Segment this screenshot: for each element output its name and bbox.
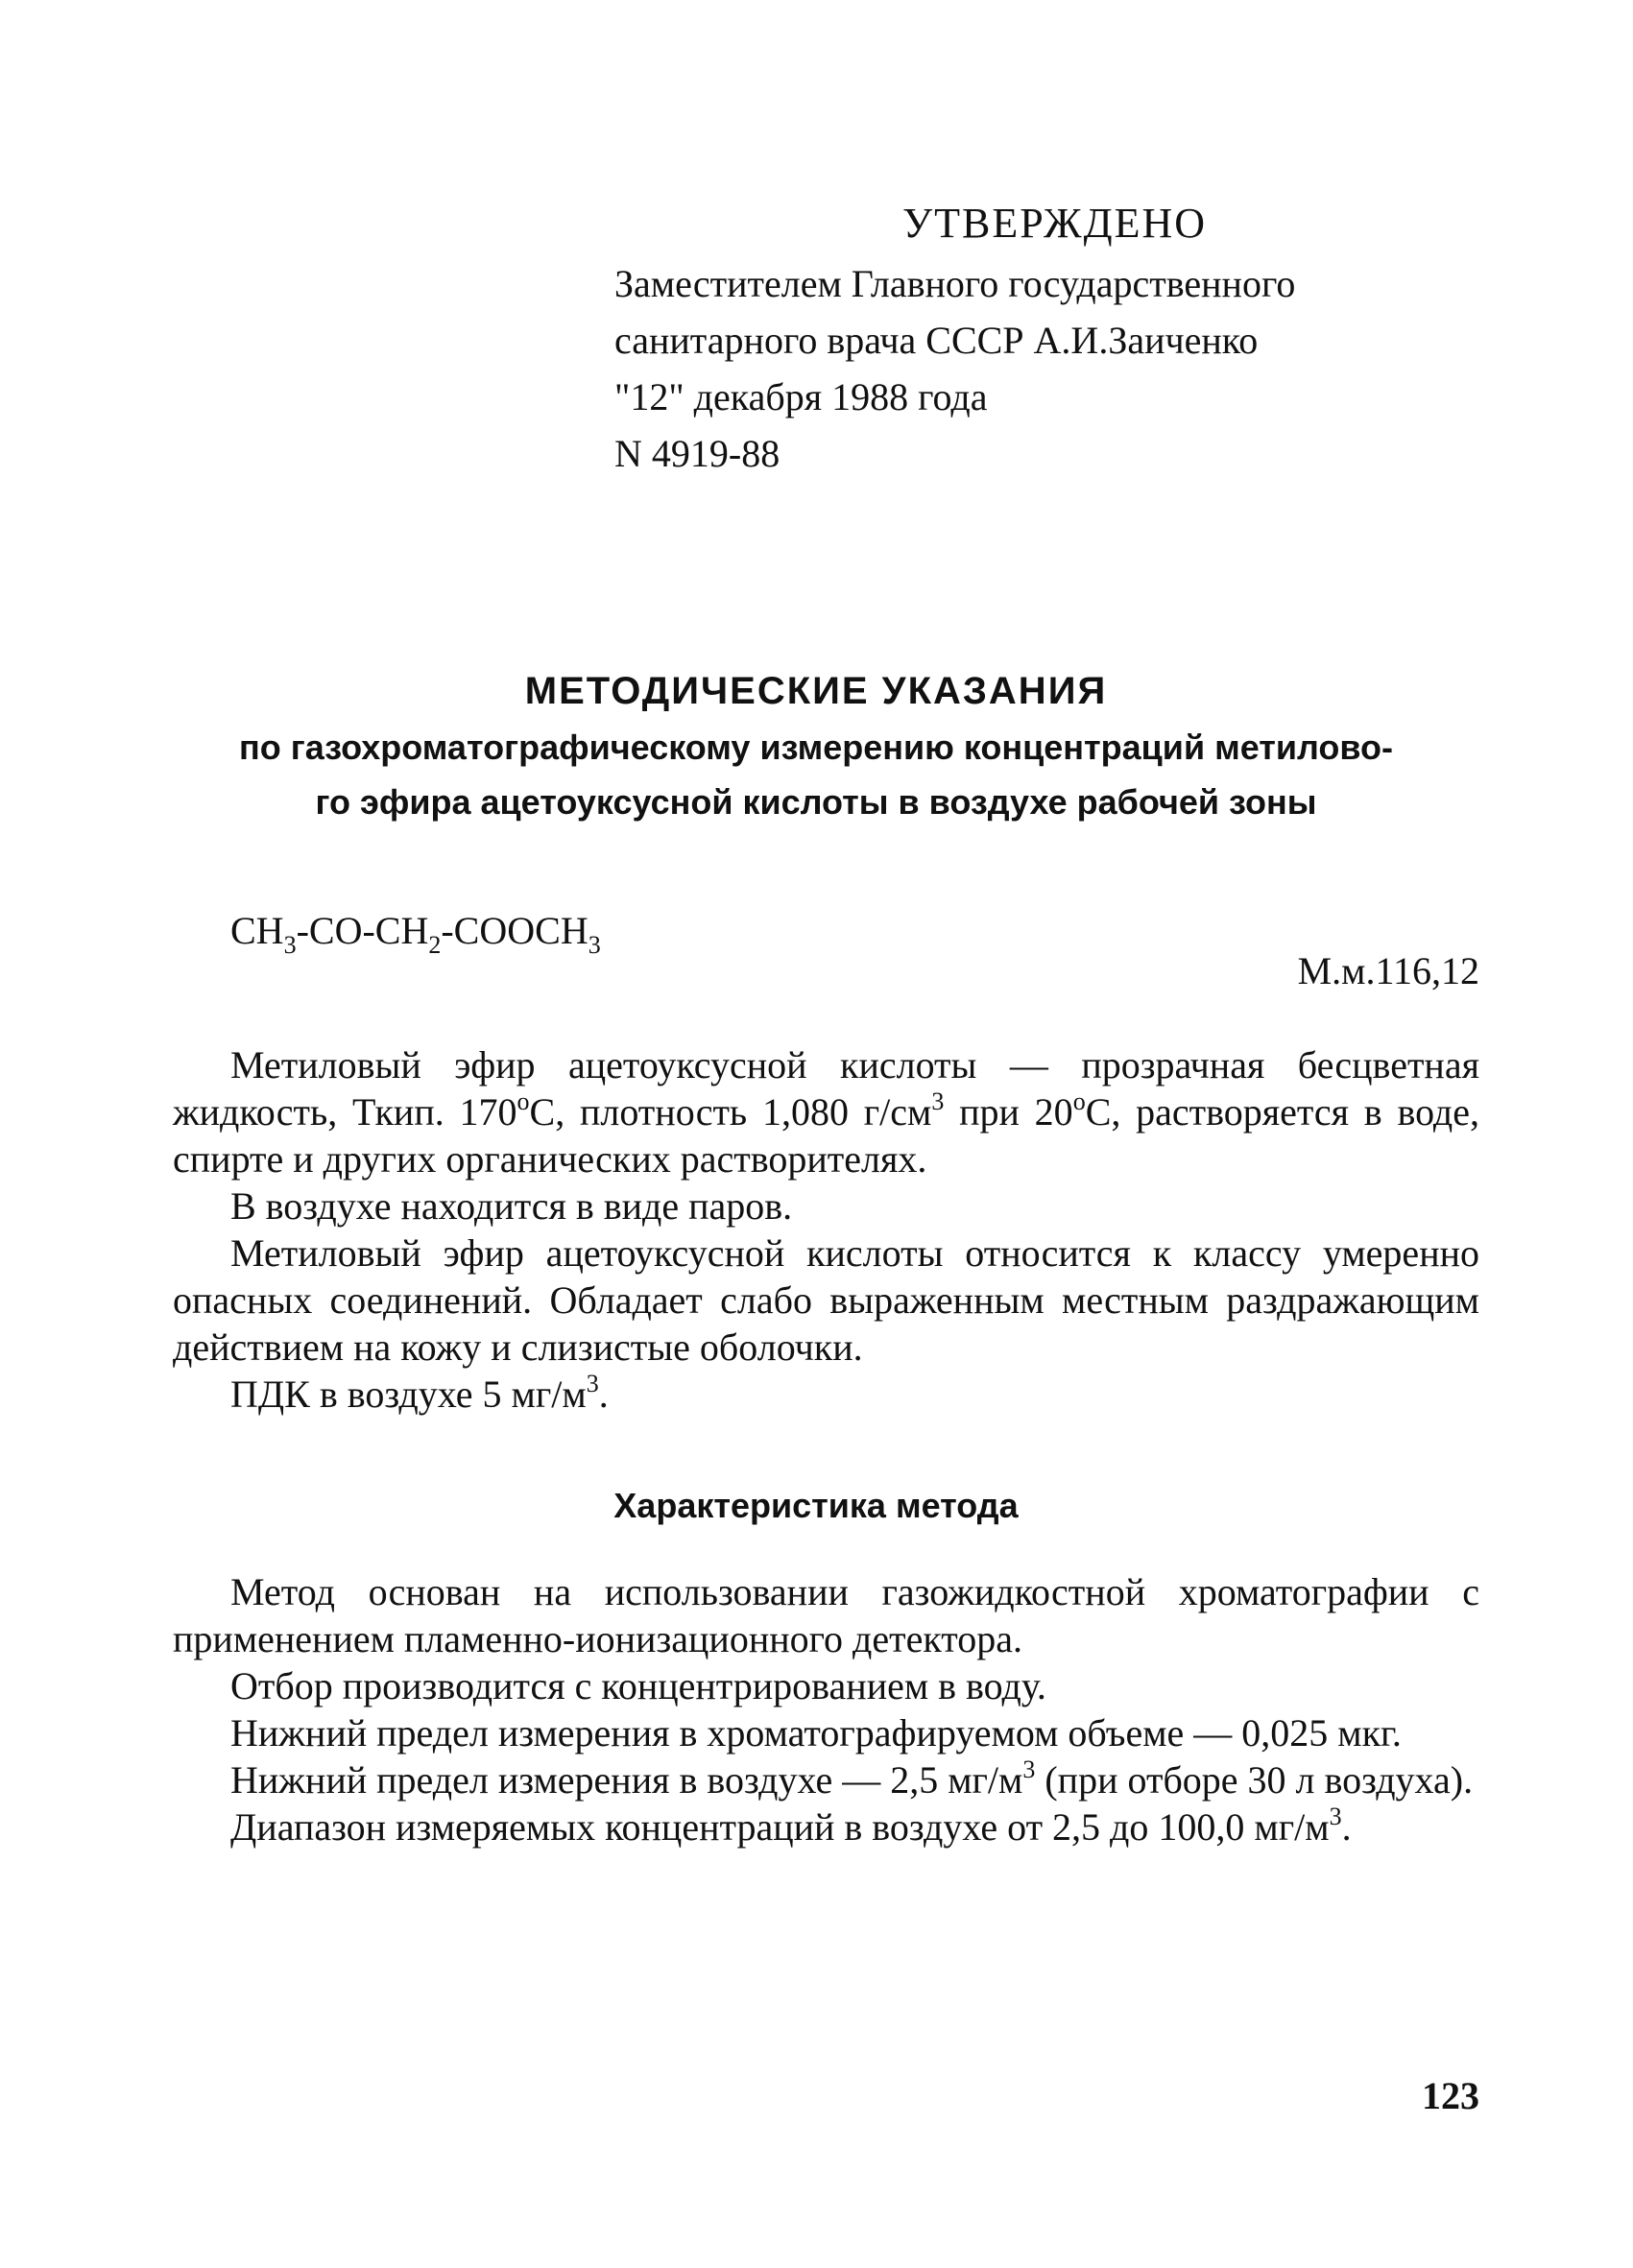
section-title-method: Характеристика метода [613,1486,1019,1525]
molecular-mass: М.м.116,12 [1297,949,1479,992]
text-run: при 20 [944,1090,1073,1134]
text-run: Метиловый эфир ацетоуксусной кислоты — прозрачная бесцветная жидкость, Ткип. 170 [173,1043,1479,1134]
method-paragraph-basis: Метод основан на использовании газожидкостной хроматографии с применением пламенно-ионизационного детектора. [173,1570,1479,1660]
document-title-main: МЕТОДИЧЕСКИЕ УКАЗАНИЯ [524,670,1108,712]
formula-part: -CO-CH [296,909,429,952]
text-run: С, плотность 1,080 г/см [529,1090,932,1134]
formula-subscript: 3 [283,931,297,959]
superscript: 3 [931,1087,945,1115]
method-paragraph-lower-limit-air [173,1756,1479,1803]
formula-subscript: 3 [588,931,601,959]
chemical-formula [230,908,601,960]
formula-part: -COOCH [441,909,588,952]
method-paragraph-sampling: Отбор производится с концентрированием в воду. [230,1664,1046,1707]
description-paragraph-state: В воздухе находится в виде паров. [230,1184,793,1228]
text-run: С, растворяется в воде, спирте и других органических растворителях. [173,1090,1480,1181]
superscript: 3 [1329,1802,1342,1830]
page-number: 123 [1422,2074,1479,2117]
superscript: 3 [1022,1755,1036,1783]
text-run: . [598,1373,609,1416]
method-characteristics [173,1568,1479,1850]
substance-description [173,1041,1479,1418]
text-run: Нижний предел измерения в воздухе — 2,5 мг/м [230,1758,1023,1802]
text-run: . [1341,1805,1352,1849]
document-title [144,662,1488,829]
degree-mark: о [516,1087,530,1115]
text-run: ПДК в воздухе 5 мг/м [230,1373,587,1416]
formula-subscript: 2 [428,931,442,959]
document-title-sub-line-1: по газохроматографическому измерению концентраций метилово- [238,728,1394,767]
description-paragraph-hazard: Метиловый эфир ацетоуксусной кислоты относится к классу умеренно опасных соединений. Обладает слабо выраженным местным раздражающим действием на кожу и слизистые оболочки. [173,1231,1479,1369]
formula-part: CH [230,909,284,952]
text-run: Диапазон измеряемых концентраций в воздухе от 2,5 до 100,0 мг/м [230,1805,1330,1849]
degree-mark: о [1072,1087,1086,1115]
approval-line-position: Заместителем Главного государственного [614,262,1296,305]
approval-block [614,192,1478,482]
text-run: (при отборе 30 л воздуха). [1035,1758,1474,1802]
method-paragraph-lower-limit-volume: Нижний предел измерения в хроматографируемом объеме — 0,025 мкг. [230,1711,1402,1755]
superscript: 3 [586,1370,599,1397]
approval-title: УТВЕРЖДЕНО [902,200,1208,247]
approval-line-date: "12" декабря 1988 года [614,375,988,418]
approval-line-name: санитарного врача СССР А.И.Заиченко [614,319,1259,362]
approval-line-number: N 4919-88 [614,432,780,475]
description-paragraph-properties [173,1041,1479,1182]
document-title-sub-line-2: го эфира ацетоуксусной кислоты в воздухе рабочей зоны [315,782,1317,822]
method-paragraph-range [173,1803,1479,1850]
description-paragraph-mac [173,1371,1479,1418]
